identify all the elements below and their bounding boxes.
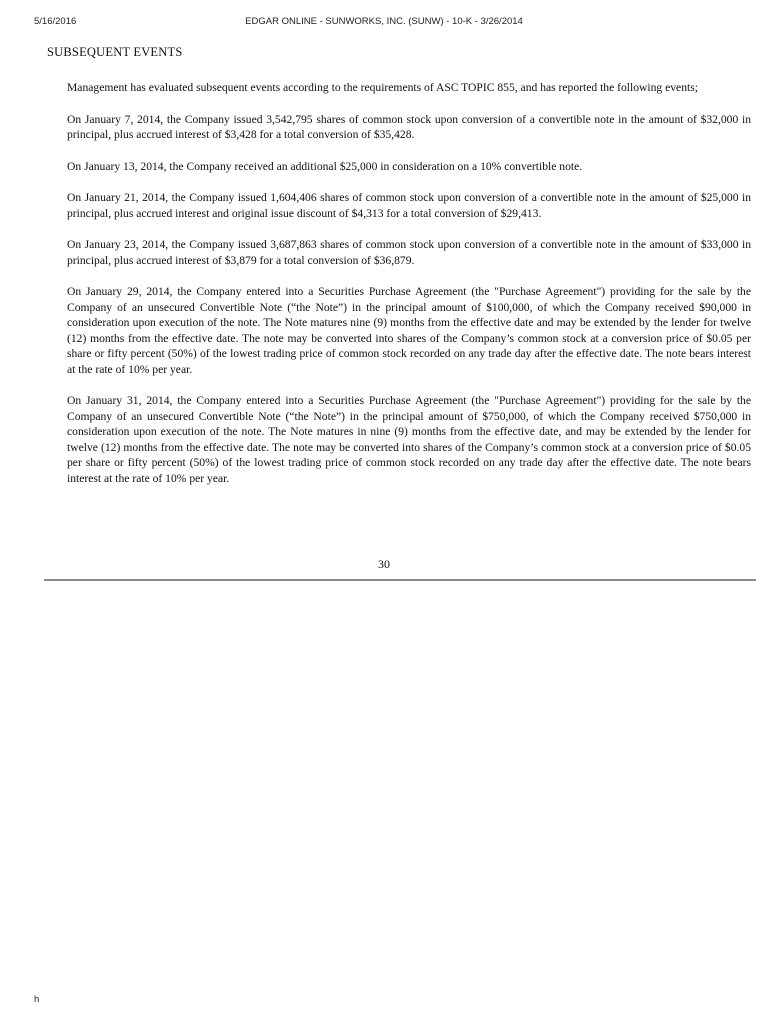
event-paragraph-jan-23: On January 23, 2014, the Company issued 3,687,863 shares of common stock upon conversion of a convertible note in the amount of $33,000 in principal, plus accrued interest of $3,879 for a total conversion of $36,879. xyxy=(67,238,751,267)
event-paragraph-jan-21: On January 21, 2014, the Company issued 1,604,406 shares of common stock upon conversion of a convertible note in the amount of $25,000 in principal, plus accrued interest and original issue discount of $4,313 for a total conversion of $29,413. xyxy=(67,191,751,220)
section-heading: SUBSEQUENT EVENTS xyxy=(47,45,183,59)
print-footer: h xyxy=(34,994,40,1005)
event-paragraph-jan-7: On January 7, 2014, the Company issued 3,542,795 shares of common stock upon conversion of a convertible note in the amount of $32,000 in principal, plus accrued interest of $3,428 for a total conversion of $35,428. xyxy=(67,112,751,141)
page-number: 30 xyxy=(378,557,390,571)
event-paragraph-jan-31: On January 31, 2014, the Company entered into a Securities Purchase Agreement (the "Purchase Agreement") providing for the sale by the Company of an unsecured Convertible Note (“the Note”) in the principal amount of $750,000, of which the Company received $750,000 in consideration upon execution of the note. The Note matures in nine (9) months from the effective date, and may be extended by the lender for twelve (12) months from the effective date. The note may be converted into shares of the Company’s common stock at a conversion price of $0.05 per share or fifty percent (50%) of the lowest trading price of common stock recorded on any trade day after the effective date. The note bears interest at the rate of 10% per year. xyxy=(67,394,751,485)
event-paragraph-jan-13: On January 13, 2014, the Company received an additional $25,000 in consideration on a 10% convertible note. xyxy=(67,159,583,173)
page-divider xyxy=(44,579,756,581)
print-document-title: EDGAR ONLINE - SUNWORKS, INC. (SUNW) - 10-K - 3/26/2014 xyxy=(245,16,523,27)
intro-paragraph: Management has evaluated subsequent events according to the requirements of ASC TOPIC 855, and has reported the following events; xyxy=(67,81,698,94)
event-paragraph-jan-29: On January 29, 2014, the Company entered into a Securities Purchase Agreement (the "Purchase Agreement") providing for the sale by the Company of an unsecured Convertible Note (“the Note”) in the principal amount of $100,000, of which the Company received $90,000 in consideration upon execution of the note. The Note matures nine (9) months from the effective date and may be extended by the lender for twelve (12) months from the effective date. The note may be converted into shares of the Company’s common stock at a conversion price of $0.05 per share or fifty percent (50%) of the lowest trading price of common stock recorded on any trade day after the effective date. The note bears interest at the rate of 10% per year. xyxy=(67,285,751,376)
print-header xyxy=(0,16,768,30)
print-date: 5/16/2016 xyxy=(34,16,77,27)
section-body xyxy=(67,80,751,502)
